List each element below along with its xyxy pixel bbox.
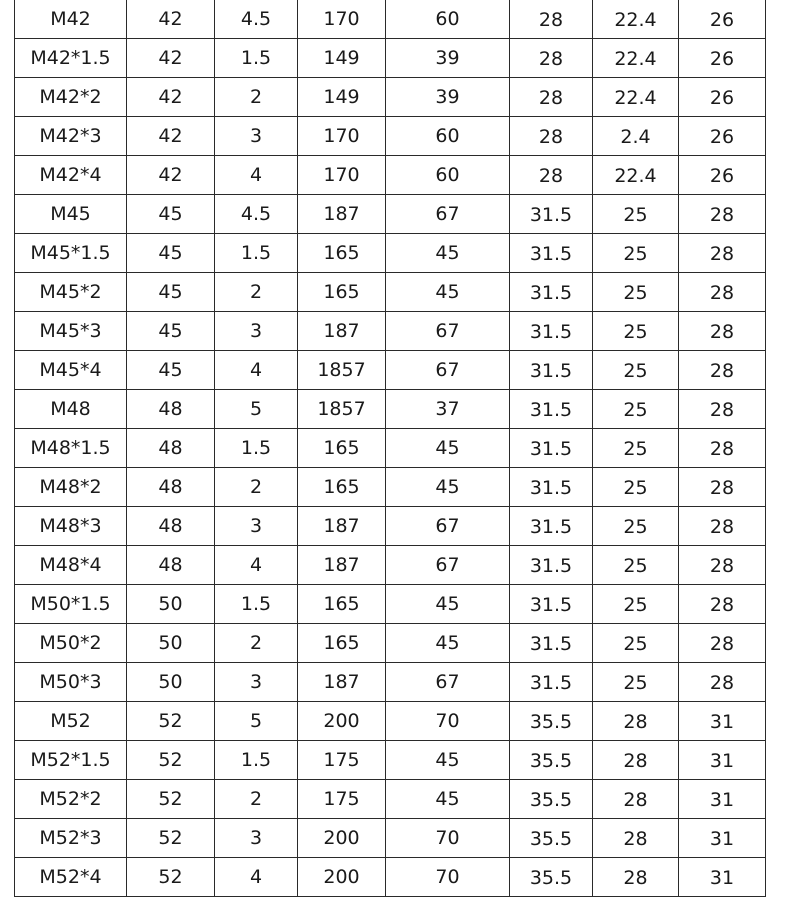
cell-col-g: 25 <box>593 585 679 624</box>
cell-major-diameter: 50 <box>127 585 215 624</box>
cell-pitch: 4 <box>215 351 298 390</box>
cell-col-h: 31 <box>679 702 766 741</box>
table-row <box>15 0 766 39</box>
cell-thread-length: 70 <box>386 819 510 858</box>
cell-col-f: 31.5 <box>510 507 593 546</box>
cell-major-diameter: 48 <box>127 507 215 546</box>
cell-length: 187 <box>298 663 386 702</box>
cell-col-h: 28 <box>679 663 766 702</box>
cell-pitch: 2 <box>215 624 298 663</box>
cell-pitch: 2 <box>215 468 298 507</box>
cell-length: 149 <box>298 39 386 78</box>
cell-pitch: 3 <box>215 507 298 546</box>
cell-length: 187 <box>298 546 386 585</box>
cell-thread-length: 67 <box>386 546 510 585</box>
cell-length: 200 <box>298 702 386 741</box>
cell-length: 175 <box>298 741 386 780</box>
cell-thread-size: M52*1.5 <box>15 741 127 780</box>
cell-pitch: 4 <box>215 546 298 585</box>
cell-length: 1857 <box>298 351 386 390</box>
cell-col-f: 28 <box>510 156 593 195</box>
cell-col-f: 28 <box>510 0 593 39</box>
cell-col-g: 25 <box>593 468 679 507</box>
cell-pitch: 2 <box>215 273 298 312</box>
cell-length: 165 <box>298 468 386 507</box>
cell-col-h: 28 <box>679 234 766 273</box>
cell-col-g: 25 <box>593 390 679 429</box>
cell-col-f: 35.5 <box>510 702 593 741</box>
cell-thread-length: 67 <box>386 195 510 234</box>
table-row <box>15 507 766 546</box>
cell-col-f: 31.5 <box>510 312 593 351</box>
cell-col-f: 28 <box>510 39 593 78</box>
cell-major-diameter: 48 <box>127 546 215 585</box>
cell-thread-size: M48*4 <box>15 546 127 585</box>
cell-thread-size: M50*2 <box>15 624 127 663</box>
spec-table-body <box>15 0 766 897</box>
cell-length: 1857 <box>298 390 386 429</box>
cell-col-f: 28 <box>510 117 593 156</box>
cell-col-h: 26 <box>679 78 766 117</box>
cell-col-h: 26 <box>679 39 766 78</box>
table-row <box>15 741 766 780</box>
spec-table <box>14 0 766 897</box>
cell-col-h: 26 <box>679 0 766 39</box>
cell-major-diameter: 52 <box>127 858 215 897</box>
cell-major-diameter: 42 <box>127 78 215 117</box>
cell-pitch: 1.5 <box>215 741 298 780</box>
table-row <box>15 819 766 858</box>
table-row <box>15 390 766 429</box>
cell-length: 200 <box>298 819 386 858</box>
cell-thread-size: M45 <box>15 195 127 234</box>
cell-length: 175 <box>298 780 386 819</box>
cell-col-h: 28 <box>679 468 766 507</box>
cell-major-diameter: 48 <box>127 390 215 429</box>
cell-major-diameter: 50 <box>127 663 215 702</box>
cell-pitch: 2 <box>215 780 298 819</box>
table-row <box>15 351 766 390</box>
cell-col-g: 28 <box>593 819 679 858</box>
cell-pitch: 3 <box>215 312 298 351</box>
cell-col-h: 28 <box>679 273 766 312</box>
cell-col-g: 22.4 <box>593 39 679 78</box>
cell-col-h: 28 <box>679 546 766 585</box>
cell-col-g: 2.4 <box>593 117 679 156</box>
cell-thread-size: M42*1.5 <box>15 39 127 78</box>
cell-length: 187 <box>298 312 386 351</box>
table-row <box>15 195 766 234</box>
cell-col-g: 28 <box>593 780 679 819</box>
cell-pitch: 3 <box>215 117 298 156</box>
cell-pitch: 4 <box>215 156 298 195</box>
cell-col-f: 35.5 <box>510 858 593 897</box>
cell-major-diameter: 50 <box>127 624 215 663</box>
cell-col-g: 25 <box>593 195 679 234</box>
cell-col-g: 25 <box>593 234 679 273</box>
cell-col-f: 35.5 <box>510 741 593 780</box>
table-row <box>15 156 766 195</box>
cell-col-g: 28 <box>593 741 679 780</box>
table-row <box>15 273 766 312</box>
cell-col-f: 31.5 <box>510 195 593 234</box>
cell-thread-size: M45*3 <box>15 312 127 351</box>
cell-major-diameter: 42 <box>127 39 215 78</box>
cell-pitch: 4.5 <box>215 195 298 234</box>
cell-major-diameter: 52 <box>127 702 215 741</box>
cell-col-g: 25 <box>593 312 679 351</box>
cell-major-diameter: 42 <box>127 156 215 195</box>
cell-col-h: 28 <box>679 507 766 546</box>
table-row <box>15 117 766 156</box>
cell-col-h: 28 <box>679 351 766 390</box>
cell-col-h: 26 <box>679 156 766 195</box>
cell-col-h: 28 <box>679 585 766 624</box>
cell-col-h: 28 <box>679 429 766 468</box>
table-row <box>15 234 766 273</box>
cell-col-g: 22.4 <box>593 156 679 195</box>
cell-length: 149 <box>298 78 386 117</box>
cell-thread-length: 70 <box>386 702 510 741</box>
table-row <box>15 39 766 78</box>
table-row <box>15 780 766 819</box>
cell-col-f: 31.5 <box>510 351 593 390</box>
cell-length: 165 <box>298 624 386 663</box>
cell-col-f: 31.5 <box>510 624 593 663</box>
cell-length: 187 <box>298 507 386 546</box>
cell-col-g: 28 <box>593 702 679 741</box>
cell-col-f: 31.5 <box>510 234 593 273</box>
cell-pitch: 1.5 <box>215 39 298 78</box>
cell-thread-length: 37 <box>386 390 510 429</box>
cell-major-diameter: 42 <box>127 0 215 39</box>
cell-pitch: 4 <box>215 858 298 897</box>
cell-col-f: 31.5 <box>510 273 593 312</box>
cell-thread-size: M45*4 <box>15 351 127 390</box>
table-row <box>15 546 766 585</box>
cell-col-f: 35.5 <box>510 780 593 819</box>
cell-col-g: 25 <box>593 663 679 702</box>
cell-thread-size: M42 <box>15 0 127 39</box>
cell-length: 165 <box>298 234 386 273</box>
cell-col-f: 35.5 <box>510 819 593 858</box>
cell-col-g: 25 <box>593 507 679 546</box>
cell-col-f: 28 <box>510 78 593 117</box>
cell-length: 187 <box>298 195 386 234</box>
cell-length: 165 <box>298 585 386 624</box>
cell-major-diameter: 52 <box>127 819 215 858</box>
cell-col-h: 28 <box>679 312 766 351</box>
cell-col-h: 31 <box>679 858 766 897</box>
cell-thread-length: 45 <box>386 234 510 273</box>
cell-thread-size: M42*3 <box>15 117 127 156</box>
cell-length: 170 <box>298 117 386 156</box>
cell-length: 165 <box>298 273 386 312</box>
cell-major-diameter: 45 <box>127 234 215 273</box>
cell-thread-length: 67 <box>386 312 510 351</box>
cell-col-g: 25 <box>593 429 679 468</box>
cell-thread-size: M45*1.5 <box>15 234 127 273</box>
cell-pitch: 4.5 <box>215 0 298 39</box>
cell-col-f: 31.5 <box>510 468 593 507</box>
table-row <box>15 663 766 702</box>
cell-col-h: 31 <box>679 819 766 858</box>
cell-thread-length: 60 <box>386 117 510 156</box>
cell-thread-length: 39 <box>386 39 510 78</box>
cell-thread-length: 67 <box>386 351 510 390</box>
cell-thread-size: M52*2 <box>15 780 127 819</box>
cell-thread-size: M52*3 <box>15 819 127 858</box>
cell-pitch: 5 <box>215 390 298 429</box>
cell-major-diameter: 45 <box>127 195 215 234</box>
cell-thread-length: 45 <box>386 741 510 780</box>
cell-thread-size: M52 <box>15 702 127 741</box>
table-row <box>15 858 766 897</box>
cell-col-h: 28 <box>679 624 766 663</box>
cell-thread-size: M50*3 <box>15 663 127 702</box>
cell-major-diameter: 52 <box>127 741 215 780</box>
cell-thread-size: M48*1.5 <box>15 429 127 468</box>
cell-major-diameter: 45 <box>127 351 215 390</box>
cell-thread-size: M50*1.5 <box>15 585 127 624</box>
cell-pitch: 2 <box>215 78 298 117</box>
cell-thread-length: 45 <box>386 624 510 663</box>
cell-col-h: 31 <box>679 741 766 780</box>
cell-col-f: 31.5 <box>510 429 593 468</box>
cell-major-diameter: 52 <box>127 780 215 819</box>
cell-col-h: 28 <box>679 195 766 234</box>
cell-thread-length: 39 <box>386 78 510 117</box>
cell-major-diameter: 45 <box>127 312 215 351</box>
table-row <box>15 78 766 117</box>
table-row <box>15 624 766 663</box>
cell-major-diameter: 48 <box>127 429 215 468</box>
cell-thread-length: 45 <box>386 585 510 624</box>
table-row <box>15 468 766 507</box>
cell-thread-length: 45 <box>386 468 510 507</box>
table-row <box>15 312 766 351</box>
cell-pitch: 3 <box>215 819 298 858</box>
table-row <box>15 429 766 468</box>
cell-thread-size: M52*4 <box>15 858 127 897</box>
cell-thread-size: M48 <box>15 390 127 429</box>
cell-col-g: 25 <box>593 351 679 390</box>
cell-thread-length: 45 <box>386 273 510 312</box>
cell-thread-length: 67 <box>386 507 510 546</box>
cell-length: 200 <box>298 858 386 897</box>
cell-thread-size: M45*2 <box>15 273 127 312</box>
cell-col-g: 22.4 <box>593 78 679 117</box>
cell-col-g: 22.4 <box>593 0 679 39</box>
cell-col-f: 31.5 <box>510 663 593 702</box>
cell-thread-size: M48*3 <box>15 507 127 546</box>
cell-col-h: 31 <box>679 780 766 819</box>
cell-col-f: 31.5 <box>510 585 593 624</box>
cell-col-g: 25 <box>593 546 679 585</box>
cell-thread-length: 67 <box>386 663 510 702</box>
cell-col-g: 28 <box>593 858 679 897</box>
cell-thread-size: M42*4 <box>15 156 127 195</box>
cell-thread-length: 45 <box>386 429 510 468</box>
table-row <box>15 702 766 741</box>
cell-col-g: 25 <box>593 273 679 312</box>
cell-thread-size: M42*2 <box>15 78 127 117</box>
cell-col-h: 26 <box>679 117 766 156</box>
cell-major-diameter: 42 <box>127 117 215 156</box>
cell-pitch: 1.5 <box>215 234 298 273</box>
cell-length: 170 <box>298 0 386 39</box>
cell-pitch: 1.5 <box>215 585 298 624</box>
cell-thread-length: 45 <box>386 780 510 819</box>
cell-length: 165 <box>298 429 386 468</box>
cell-pitch: 1.5 <box>215 429 298 468</box>
cell-pitch: 5 <box>215 702 298 741</box>
cell-thread-length: 60 <box>386 0 510 39</box>
table-row <box>15 585 766 624</box>
cell-major-diameter: 45 <box>127 273 215 312</box>
cell-thread-length: 70 <box>386 858 510 897</box>
cell-thread-length: 60 <box>386 156 510 195</box>
cell-length: 170 <box>298 156 386 195</box>
cell-col-f: 31.5 <box>510 390 593 429</box>
cell-pitch: 3 <box>215 663 298 702</box>
cell-thread-size: M48*2 <box>15 468 127 507</box>
cell-col-h: 28 <box>679 390 766 429</box>
cell-col-f: 31.5 <box>510 546 593 585</box>
cell-major-diameter: 48 <box>127 468 215 507</box>
cell-col-g: 25 <box>593 624 679 663</box>
